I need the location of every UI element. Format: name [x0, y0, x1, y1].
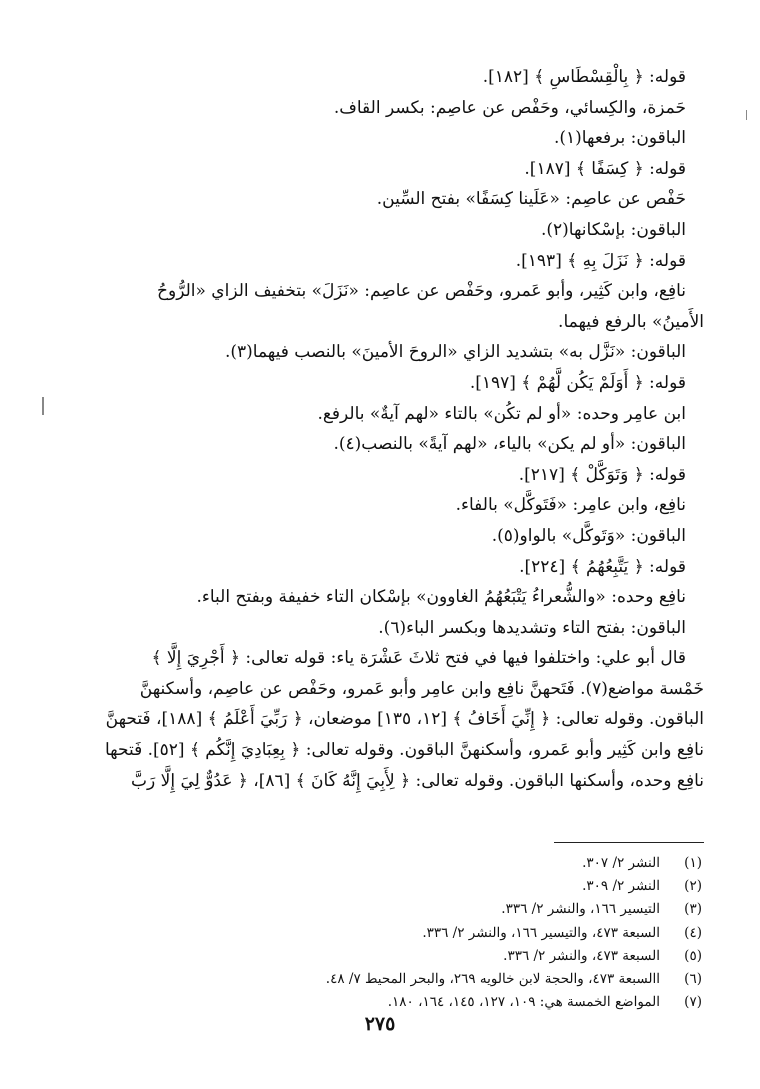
text-line: نافِع وحده: «والشُّعراءُ يَتْبَعُهُمُ الغاوون» بإسْكان التاء خفيفة وبفتح الباء.: [196, 587, 686, 608]
footnote: [48, 968, 708, 991]
scan-mark: [746, 110, 747, 120]
footnote: [48, 852, 708, 875]
text-line: الباقون: بفتح التاء وتشديدها وبكسر الباء(٦).: [378, 617, 686, 638]
footnotes: [48, 852, 708, 1014]
footnote: [48, 875, 708, 898]
page-number: ٢٧٥: [364, 1013, 396, 1035]
footnote-text: النشر ٢/ ٣٠٩.: [582, 878, 660, 895]
footnote-separator: [554, 842, 704, 843]
text-line: الباقون: برفعها(١).: [553, 128, 686, 149]
text-line: قوله: ﴿ بِالْقِسْطَاسِ ﴾ [١٨٢].: [482, 67, 686, 87]
text-line: قال أبو علي: واختلفوا فيها في فتح ثلاثَ عَشْرَة ياء: قوله تعالى: ﴿ أَجْرِيَ إِلَّا ﴾: [151, 648, 686, 669]
footnote-number: (٦): [684, 971, 702, 988]
footnote-number: (٢): [684, 878, 702, 895]
footnote: [48, 922, 708, 945]
footnote-text: السبعة ٤٧٣، والنشر ٢/ ٣٣٦.: [503, 947, 660, 964]
footnote-text: التيسير ١٦٦، والنشر ٢/ ٣٣٦.: [501, 901, 660, 918]
footnote: [48, 991, 708, 1014]
text-line: خَمْسة مواضع(٧). فَتَحهنَّ نافِع وابن عامِر وأبو عَمرو، وحَفْص عن عاصِم، وأسكنهنَّ: [139, 678, 704, 699]
footnote-number: (١): [684, 855, 702, 871]
footnote-text: المواضع الخمسة هي: ١٠٩، ١٢٧، ١٤٥، ١٦٤، ١٨٠.: [387, 994, 660, 1011]
text-line: الباقون: بإسْكانها(٢).: [540, 219, 686, 240]
text-line: الأَمينُ» بالرفع فيهما.: [558, 311, 704, 332]
text-line: الباقون. وقوله تعالى: ﴿ إِنِّيَ أَخَافُ ﴾ [١٢، ١٣٥] موضعان، ﴿ رَبِّيَ أَعْلَمُ ﴾ [١٨٨]، فَتحهنَّ: [105, 709, 704, 730]
footnote-number: (٤): [684, 924, 702, 941]
text-line: قوله: ﴿ نَزَلَ بِهِ ﴾ [١٩٣].: [515, 250, 686, 271]
text-line: حَفْص عن عاصِم: «عَلَينا كِسَفًا» بفتح السِّين.: [376, 189, 686, 210]
footnote: [48, 945, 708, 968]
text-line: نافِع وابن كَثِير وأبو عَمرو، وأسكنهنَّ الباقون. وقوله تعالى: ﴿ بِعِبَادِيَ إِنَّكُم ﴾ [٥٢]. فَتحها: [104, 740, 704, 761]
text-line: ابن عامِر وحده: «أو لم تكُن» بالتاء «لهم آيةٌ» بالرفع.: [317, 403, 686, 424]
text-line: الباقون: «وَتَوكَّل» بالواو(٥).: [491, 525, 686, 546]
text-line: قوله: ﴿ أَوَلَمْ يَكُن لَّهُمْ ﴾ [١٩٧].: [469, 372, 686, 393]
footnote-text: االسبعة ٤٧٣، والحجة لابن خالويه ٢٦٩، والبحر المحيط ٧/ ٤٨.: [325, 971, 660, 988]
scan-mark: [42, 397, 44, 415]
text-line: نافِع، وابن كَثِير، وأبو عَمرو، وحَفْص عن عاصِم: «نَزَلَ» بتخفيف الزاي «الرُّوحُ: [157, 281, 686, 302]
text-line: حَمزة، والكِسائي، وحَفْص عن عاصِم: بكسر القاف.: [333, 97, 686, 118]
text-line: نافِع وحده، وأسكنها الباقون. وقوله تعالى: ﴿ لِأَبِيَ إِنَّهُ كَانَ ﴾ [٨٦]، ﴿ عَدُوٌّ لِيَ إِلَّا رَبَّ: [131, 770, 704, 791]
main-text: [49, 62, 704, 796]
footnote-number: (٥): [684, 947, 702, 964]
text-line: قوله: ﴿ وَتَوَكَّلْ ﴾ [٢١٧].: [518, 464, 686, 485]
text-line: الباقون: «أو لم يكن» بالياء، «لهم آيةً» بالنصب(٤).: [333, 434, 686, 455]
text-line: قوله: ﴿ كِسَفًا ﴾ [١٨٧].: [524, 158, 686, 179]
text-line: نافِع، وابن عامِر: «فَتَوكَّل» بالفاء.: [455, 495, 686, 516]
footnote-number: (٣): [684, 901, 702, 918]
footnote: [48, 898, 708, 921]
footnote-number: (٧): [684, 994, 702, 1011]
footnote-text: النشر ٢/ ٣٠٧.: [582, 855, 660, 871]
footnote-text: السبعة ٤٧٣، والتيسير ١٦٦، والنشر ٢/ ٣٣٦.: [422, 924, 660, 941]
text-line: الباقون: «نَزَّل به» بتشديد الزاي «الروحَ الأمينَ» بالنصب فيهما(٣).: [224, 342, 686, 363]
text-line: قوله: ﴿ يَتَّبِعُهُمُ ﴾ [٢٢٤].: [519, 556, 686, 577]
